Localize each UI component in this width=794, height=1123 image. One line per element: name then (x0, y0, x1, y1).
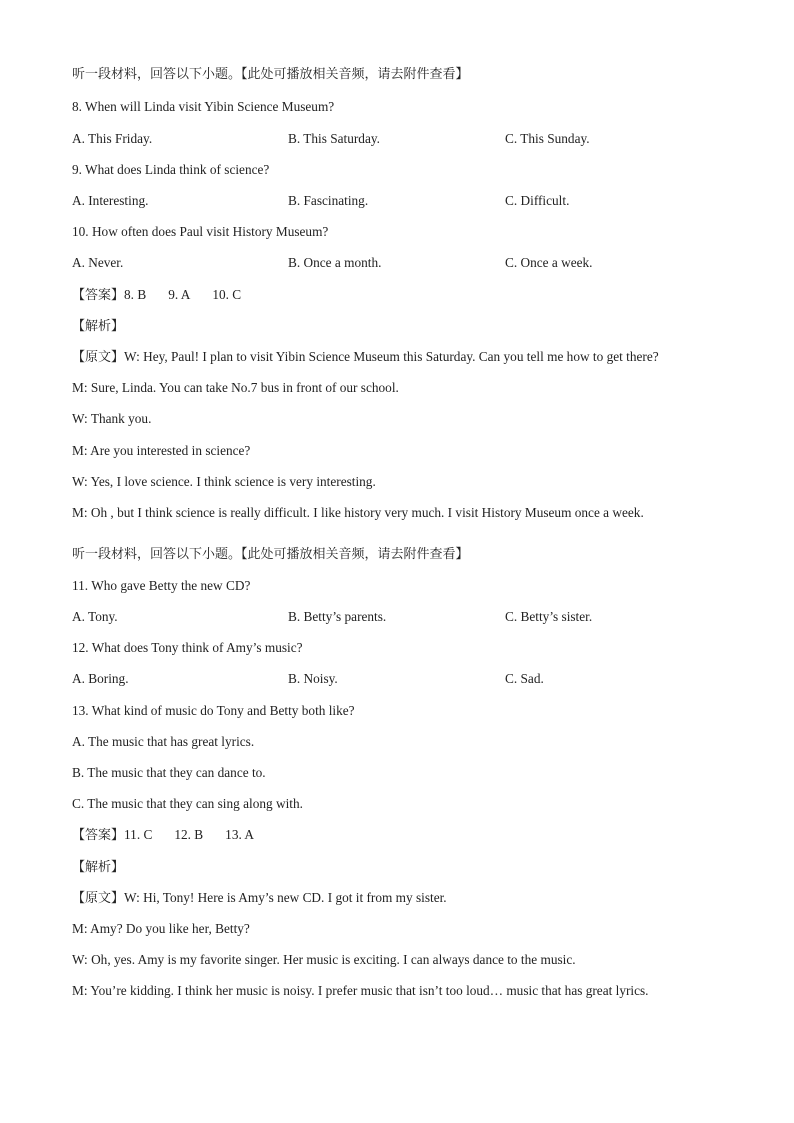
analysis-tag: 【解析】 (72, 860, 125, 875)
q8-option-a: A. This Friday. (72, 131, 153, 146)
answer-line-2 (72, 826, 254, 845)
q9-option-b: B. Fascinating. (288, 193, 369, 208)
q12-option-a: A. Boring. (72, 671, 129, 686)
transcript2-line-1 (72, 889, 447, 908)
answer-8: 8. B (124, 287, 147, 302)
q8-option-c: C. This Sunday. (505, 131, 590, 146)
answer-13: 13. A (225, 827, 254, 842)
q10-option-a: A. Never. (72, 255, 124, 270)
transcript-line-1 (72, 348, 659, 367)
q11-option-c: C. Betty’s sister. (505, 609, 593, 624)
q11-option-a: A. Tony. (72, 609, 118, 624)
transcript-line-4: M: Are you interested in science? (72, 443, 251, 458)
transcript-text: W: Hi, Tony! Here is Amy’s new CD. I got it from my sister. (124, 890, 447, 905)
answer-11: 11. C (124, 827, 153, 842)
question-12-stem: 12. What does Tony think of Amy’s music? (72, 640, 303, 655)
question-9-stem: 9. What does Linda think of science? (72, 162, 270, 177)
q11-option-b: B. Betty’s parents. (288, 609, 387, 624)
answer-tag: 【答案】 (72, 288, 125, 303)
analysis-tag-2 (72, 858, 124, 877)
transcript-line-5: W: Yes, I love science. I think science is very interesting. (72, 474, 376, 489)
transcript2-line-3: W: Oh, yes. Amy is my favorite singer. Her music is exciting. I can always dance to the music. (72, 952, 576, 967)
question-13-stem: 13. What kind of music do Tony and Betty both like? (72, 703, 355, 718)
answer-tag: 【答案】 (72, 828, 125, 843)
transcript-tag: 【原文】 (72, 891, 125, 906)
transcript-line-6: M: Oh , but I think science is really difficult. I like history very much. I visit History Museum once a week. (72, 505, 644, 520)
q10-option-b: B. Once a month. (288, 255, 382, 270)
q13-option-a: A. The music that has great lyrics. (72, 734, 255, 749)
q13-option-b: B. The music that they can dance to. (72, 765, 266, 780)
transcript-line-2: M: Sure, Linda. You can take No.7 bus in front of our school. (72, 380, 399, 395)
transcript-text: W: Hey, Paul! I plan to visit Yibin Science Museum this Saturday. Can you tell me how to get there? (124, 349, 659, 364)
analysis-tag: 【解析】 (72, 319, 125, 334)
q9-option-a: A. Interesting. (72, 193, 149, 208)
question-11-stem: 11. Who gave Betty the new CD? (72, 578, 251, 593)
q12-option-c: C. Sad. (505, 671, 544, 686)
answer-9: 9. A (168, 287, 191, 302)
q10-option-c: C. Once a week. (505, 255, 593, 270)
transcript2-line-4: M: You’re kidding. I think her music is noisy. I prefer music that isn’t too loud… music that has great lyrics. (72, 983, 649, 998)
question-10-stem: 10. How often does Paul visit History Museum? (72, 224, 329, 239)
answer-12: 12. B (174, 827, 204, 842)
analysis-tag-1 (72, 317, 124, 336)
answer-10: 10. C (212, 287, 242, 302)
q8-option-b: B. This Saturday. (288, 131, 380, 146)
section1-intro: 听一段材料，回答以下小题。【此处可播放相关音频，请去附件查看】 (72, 67, 469, 82)
question-8-stem: 8. When will Linda visit Yibin Science Museum? (72, 99, 335, 114)
q12-option-b: B. Noisy. (288, 671, 338, 686)
q9-option-c: C. Difficult. (505, 193, 570, 208)
q13-option-c: C. The music that they can sing along with. (72, 796, 303, 811)
transcript2-line-2: M: Amy? Do you like her, Betty? (72, 921, 250, 936)
transcript-tag: 【原文】 (72, 350, 125, 365)
section2-intro: 听一段材料，回答以下小题。【此处可播放相关音频，请去附件查看】 (72, 547, 469, 562)
transcript-line-3: W: Thank you. (72, 411, 152, 426)
answer-line-1 (72, 286, 241, 305)
